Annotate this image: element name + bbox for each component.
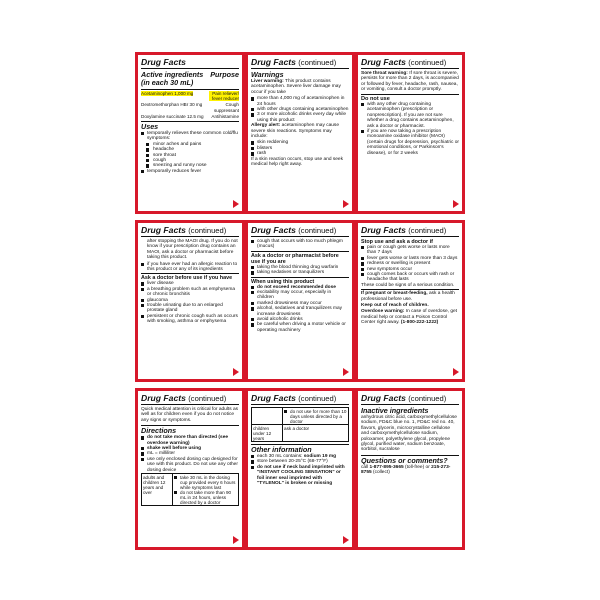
do-not-use-heading: Do not use xyxy=(361,95,390,102)
continue-arrow-icon xyxy=(453,368,459,376)
dose-cell: ask a doctor xyxy=(283,425,349,442)
ask-doctor-heading: Ask a doctor before use if you have xyxy=(141,275,233,282)
ask-doctor-list: liver disease a breathing problem such as emphysema or chronic bronchitis glaucoma trouble urinating due to an enlarged prostate gland persistent or chronic cough such as occurs with smoking, asthma or emphysema xyxy=(141,281,239,324)
age-cell: children under 12 years xyxy=(252,425,283,442)
drug-facts-panel-6 xyxy=(355,220,465,382)
ingredient-row: Doxylamine succinate 12.5 mg Antihistamine xyxy=(141,113,239,119)
panel-title: Drug Facts (continued) xyxy=(361,57,459,69)
age-cell: adults and children 12 years and over xyxy=(142,474,173,506)
phone-tollfree: 1-877-895-3665 xyxy=(369,464,404,470)
contact-info: call 1-877-895-3665 (toll-free) or 215-273-8755 (collect) xyxy=(361,464,451,476)
inactive-ingredients-heading: Inactive ingredients xyxy=(361,406,429,415)
panel-title: Drug Facts (continued) xyxy=(251,225,349,237)
continue-arrow-icon xyxy=(453,200,459,208)
uses-list: temporarily relieves these common cold/flu symptoms: minor aches and pains headache sore throat cough sneezing and runny nose temporarily reduces fever xyxy=(141,131,239,174)
dosage-table xyxy=(251,407,349,442)
maoi-continuation: after stopping the MAOI drug. If you do not know if your prescription drug contains an MAOI, ask a doctor or pharmacist before taking this product. if you have ever had an allergic reaction to this product or any of its ingredients xyxy=(141,239,239,272)
panel-title: Drug Facts (continued) xyxy=(361,393,459,405)
purpose-heading: Purpose xyxy=(210,70,239,79)
panel-title: Drug Facts (continued) xyxy=(251,393,349,405)
stop-use-list: pain or cough gets worse or lasts more than 7 days fever gets worse or lasts more than 3 days redness or swelling is present new symptoms occur cough comes back or occurs with rash or headache that lasts These could be signs of a serious condition. xyxy=(361,245,458,288)
continue-arrow-icon xyxy=(233,200,239,208)
drug-facts-panel-3 xyxy=(355,52,465,214)
inactive-ingredients-text: anhydrous citric acid, carboxymethylcellulose sodium, FD&C blue no. 1, FD&C red no. 40, flavors, glycerin, microcrystalline cellulose and carboxymethylcellulose sodium, poloxamer, polyethylene glycol, propylene glycol, purified water, sodium benzoate, sorbitol, sucralose xyxy=(361,415,457,453)
drug-facts-panel-2 xyxy=(245,52,355,214)
cough-item: cough that occurs with too much phlegm (mucus) xyxy=(251,239,349,250)
continue-arrow-icon xyxy=(233,368,239,376)
directions-list: do not take more than directed (see overdose warning) shake well before using mL = milliliter use only enclosed dosing cup designed for use with this product. Do not use any other dosing device xyxy=(141,435,239,473)
do-not-use-list: with any other drug containing acetaminophen (prescription or nonprescription). If you are not sure whether a drug contains acetaminophen, ask a doctor or pharmacist. if you are now taking a prescription monoamine oxidase inhibitor (MAOI) (certain drugs for depression, psychiatric or emotional conditions, or Parkinson's disease), or for 2 weeks xyxy=(361,102,459,156)
dose-cell: take 30 mL in the dosing cup provided every 6 hours while symptoms last do not take more than 90 mL in 24 hours, unless directed by a doctor xyxy=(173,474,239,506)
ask-pharmacist-heading: Ask a doctor or pharmacist before use if you are xyxy=(251,252,339,265)
directions-heading: Directions xyxy=(141,426,177,436)
ingredient-row: Dextromethorphan HBr 30 mg Cough suppressant xyxy=(141,102,239,113)
ingredient-row: Acetaminophen 1,000 mg Pain reliever/ fever reducer xyxy=(141,91,239,102)
other-information-heading: Other information xyxy=(251,445,312,454)
stop-use-heading: Stop use and ask a doctor if xyxy=(361,239,433,245)
other-information-list: each 30 mL contains: sodium 19 mg store between 20-25°C (68-77°F) do not use if neck band imprinted with "INSTANT COOLING SENSATION" or foil inner seal imprinted with "TYLENOL" is broken or missing xyxy=(251,454,349,486)
panel-title: Drug Facts xyxy=(141,57,239,69)
active-ingredients-heading: Active ingredients (in each 30 mL) xyxy=(141,70,204,87)
panel-title: Drug Facts (continued) xyxy=(141,225,239,237)
panel-title: Drug Facts (continued) xyxy=(361,225,459,237)
pregnancy-warning: If pregnant or breast-feeding, ask a health professional before use. Keep out of reach of children. Overdose warning: In case of overdose, get medical help or contact a Poison Control Center right away. (1-800-222-1222) xyxy=(361,291,457,326)
questions-heading: Questions or comments? xyxy=(361,455,448,465)
phone-collect: 215-273-8755 xyxy=(361,464,451,476)
overdose-note: Quick medical attention is critical for adults as well as for children even if you do not notice any signs or symptoms. xyxy=(141,407,239,423)
ask-pharmacist-list: taking the blood thinning drug warfarin taking sedatives or tranquilizers xyxy=(251,265,349,276)
drug-facts-panel-8 xyxy=(245,388,355,550)
when-using-heading: When using this product xyxy=(251,278,315,285)
dose-cell: do not use for more than 10 days unless directed by a doctor xyxy=(283,408,349,425)
drug-facts-panel-7 xyxy=(135,388,245,550)
when-using-list: do not exceed recommended dose excitability may occur, especially in children marked drowsiness may occur alcohol, sedatives and tranquilizers may increase drowsiness avoid alcoholic drinks be careful when driving a motor vehicle or operating machinery xyxy=(251,285,349,334)
continue-arrow-icon xyxy=(343,536,349,544)
drug-facts-panel-9 xyxy=(355,388,465,550)
continue-arrow-icon xyxy=(343,368,349,376)
sore-throat-warning: Sore throat warning: If sore throat is severe, persists for more than 2 days, is accompanied or followed by fever, headache, rash, nausea, or vomiting, consult a doctor promptly. xyxy=(361,71,459,93)
uses-heading: Uses xyxy=(141,122,159,132)
drug-facts-panel-4 xyxy=(135,220,245,382)
panel-title: Drug Facts (continued) xyxy=(251,57,349,69)
panel-title: Drug Facts (continued) xyxy=(141,393,239,405)
keep-out-of-reach: Keep out of reach of children. xyxy=(361,303,429,309)
continue-arrow-icon xyxy=(343,200,349,208)
warnings-heading: Warnings xyxy=(251,70,284,79)
dosage-table xyxy=(141,473,239,506)
liver-warning: Liver warning: This product contains acetaminophen. Severe liver damage may occur if you take more than 4,000 mg of acetaminophen in 24 hours with other drugs containing acetaminophen 3 or more alcoholic drinks every day while using this product Allergy alert: acetaminophen may cause severe skin reactions. Symptoms may include: skin reddening blisters rash If a skin reaction occurs, stop use and seek medical help right away. xyxy=(251,79,349,168)
drug-facts-panel-1 xyxy=(135,52,245,214)
drug-facts-panel-5 xyxy=(245,220,355,382)
continue-arrow-icon xyxy=(233,536,239,544)
